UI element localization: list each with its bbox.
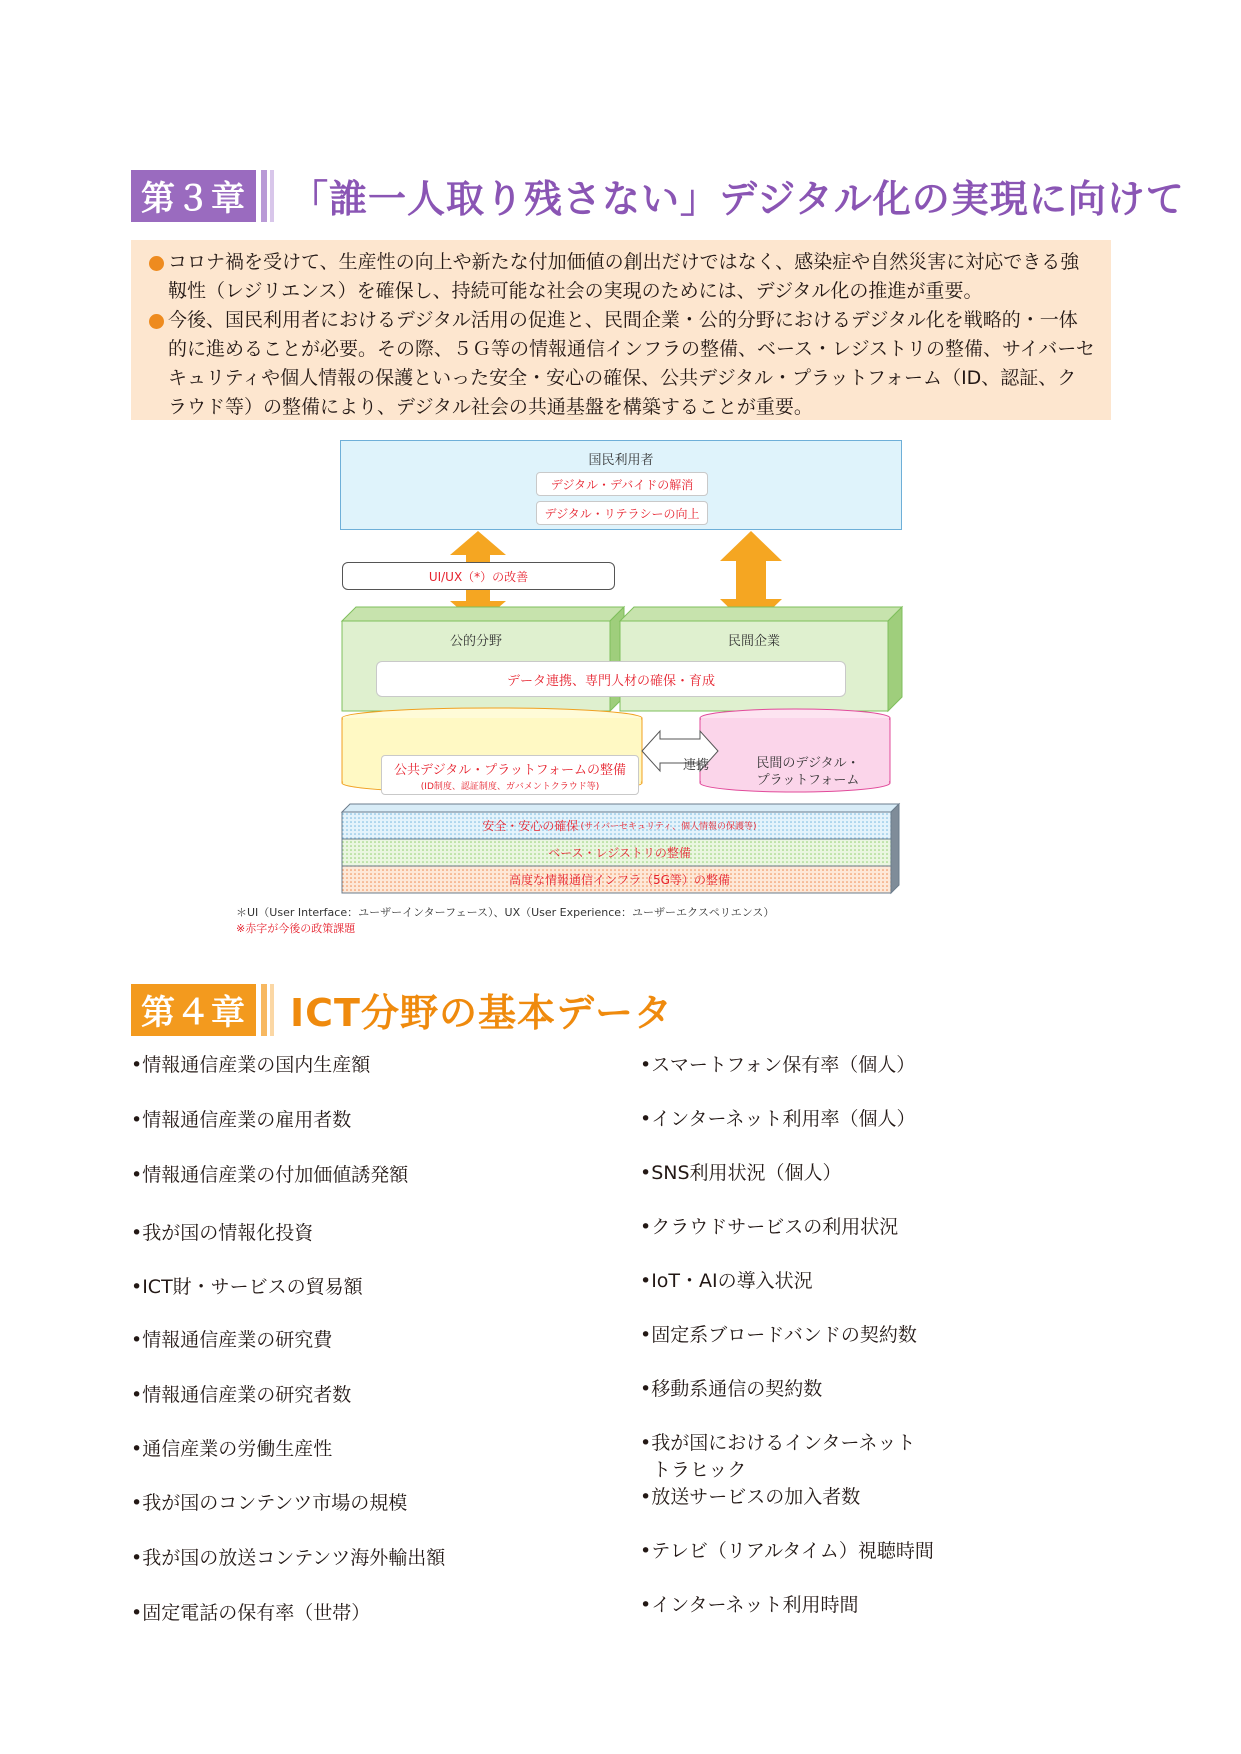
citizen-label: 国民利用者 xyxy=(588,453,654,468)
data-item-label: •スマートフォン保有率（個人） xyxy=(640,1054,916,1076)
data-item-label: •クラウドサービスの利用状況 xyxy=(640,1216,899,1238)
data-coop-box: データ連携、専門人材の確保・育成 xyxy=(376,661,846,697)
data-item-label: •情報通信産業の雇用者数 xyxy=(131,1109,352,1131)
data-item-label: •情報通信産業の付加価値誘発額 xyxy=(131,1164,409,1186)
intro-bullet: 今後、国民利用者におけるデジタル活用の促進と、民間企業・公的分野におけるデジタル化を戦略的・一体的に進めることが必要。その際、５Ｇ等の情報通信インフラの整備、ベース・レジストリの整備、サイバーセキュリティや個人情報の保護といった安全・安心の確保、公共デジタル・プラットフォーム（ID、認証、クラウド等）の整備により、デジタル社会の共通基盤を構築することが重要。 xyxy=(151,306,1095,422)
data-item-label: •我が国におけるインターネット xyxy=(640,1432,916,1454)
chapter3-badge: 第３章 xyxy=(131,170,256,222)
chapter4-heading xyxy=(131,982,673,1037)
data-item-label: •移動系通信の契約数 xyxy=(640,1378,823,1400)
chapter4-badge: 第４章 xyxy=(131,984,256,1036)
layer-registry-label: ベース・レジストリの整備 xyxy=(548,846,691,860)
private-sector-label: 民間企業 xyxy=(727,634,780,649)
public-platform-sub: (ID制度、認証制度、ガバメントクラウド等) xyxy=(420,782,600,792)
chapter4-title: ICT分野の基本データ xyxy=(290,991,673,1035)
data-item-label: •情報通信産業の研究者数 xyxy=(131,1384,352,1406)
intro-box xyxy=(131,240,1111,420)
layer-top xyxy=(342,804,899,812)
data-item-label: •我が国の情報化投資 xyxy=(131,1222,314,1244)
data-item-label: •インターネット利用率（個人） xyxy=(640,1108,916,1130)
chapter3-bar-light xyxy=(270,170,274,222)
data-item-label: •テレビ（リアルタイム）視聴時間 xyxy=(640,1540,934,1562)
public-sector-label: 公的分野 xyxy=(449,634,502,649)
data-item-label: •インターネット利用時間 xyxy=(640,1594,859,1616)
diagram-footnote-red: ※赤字が今後の政策課題 xyxy=(236,922,356,935)
data-item-label: •ICT財・サービスの貿易額 xyxy=(131,1276,363,1298)
data-item-label-2: トラヒック xyxy=(652,1459,747,1481)
chapter4-bar xyxy=(261,984,267,1036)
data-item-label: •情報通信産業の国内生産額 xyxy=(131,1054,371,1076)
citizen-box xyxy=(340,440,902,530)
public-platform-label: 公共デジタル・プラットフォームの整備 xyxy=(394,763,626,778)
data-item-label: •放送サービスの加入者数 xyxy=(640,1486,861,1508)
renkei-label: 連携 xyxy=(682,757,709,773)
diagram-footnote: ＊UI（User Interface：ユーザーインターフェース）、UX（User Experience：ユーザーエクスペリエンス） xyxy=(236,906,775,919)
data-item-label: •SNS利用状況（個人） xyxy=(640,1162,842,1184)
literacy-pill: デジタル・リテラシーの向上 xyxy=(536,501,708,525)
bullet-dot-icon xyxy=(149,314,164,329)
private-platform-label: 民間のデジタル・ プラットフォーム xyxy=(756,756,860,788)
bullet-dot-icon xyxy=(149,256,164,271)
uiux-box: UI/UX（*）の改善 xyxy=(342,562,615,590)
intro-bullet: コロナ禍を受けて、生産性の向上や新たな付加価値の創出だけではなく、感染症や自然災害に対応できる強靱性（レジリエンス）を確保し、持続可能な社会の実現のためには、デジタル化の推進が重要。 xyxy=(151,248,1095,306)
chapter4-bar-light xyxy=(270,984,274,1036)
chapter3-heading xyxy=(131,168,1185,223)
public-platform-box xyxy=(381,755,639,795)
data-item-label: •情報通信産業の研究費 xyxy=(131,1329,333,1351)
data-item-label: •通信産業の労働生産性 xyxy=(131,1438,333,1460)
digital-divide-pill: デジタル・デバイドの解消 xyxy=(536,472,708,496)
data-item-label: •我が国のコンテンツ市場の規模 xyxy=(131,1492,408,1514)
private-box-top xyxy=(620,607,902,621)
public-box-top xyxy=(342,607,624,621)
layer-infra-label: 高度な情報通信インフラ（5G等）の整備 xyxy=(509,873,730,887)
data-item-label: •IoT・AIの導入状況 xyxy=(640,1270,813,1292)
data-item-label: •固定電話の保有率（世帯） xyxy=(131,1602,371,1624)
private-box-side xyxy=(888,607,902,711)
chapter3-title: 「誰一人取り残さない」デジタル化の実現に向けて xyxy=(290,177,1185,221)
data-item-label: •我が国の放送コンテンツ海外輸出額 xyxy=(131,1547,446,1569)
data-item-label: •固定系ブロードバンドの契約数 xyxy=(640,1324,917,1346)
layer-security-label: 安全・安心の確保 (サイバーセキュリティ、個人情報の保護等) xyxy=(482,819,757,833)
chapter3-bar xyxy=(261,170,267,222)
